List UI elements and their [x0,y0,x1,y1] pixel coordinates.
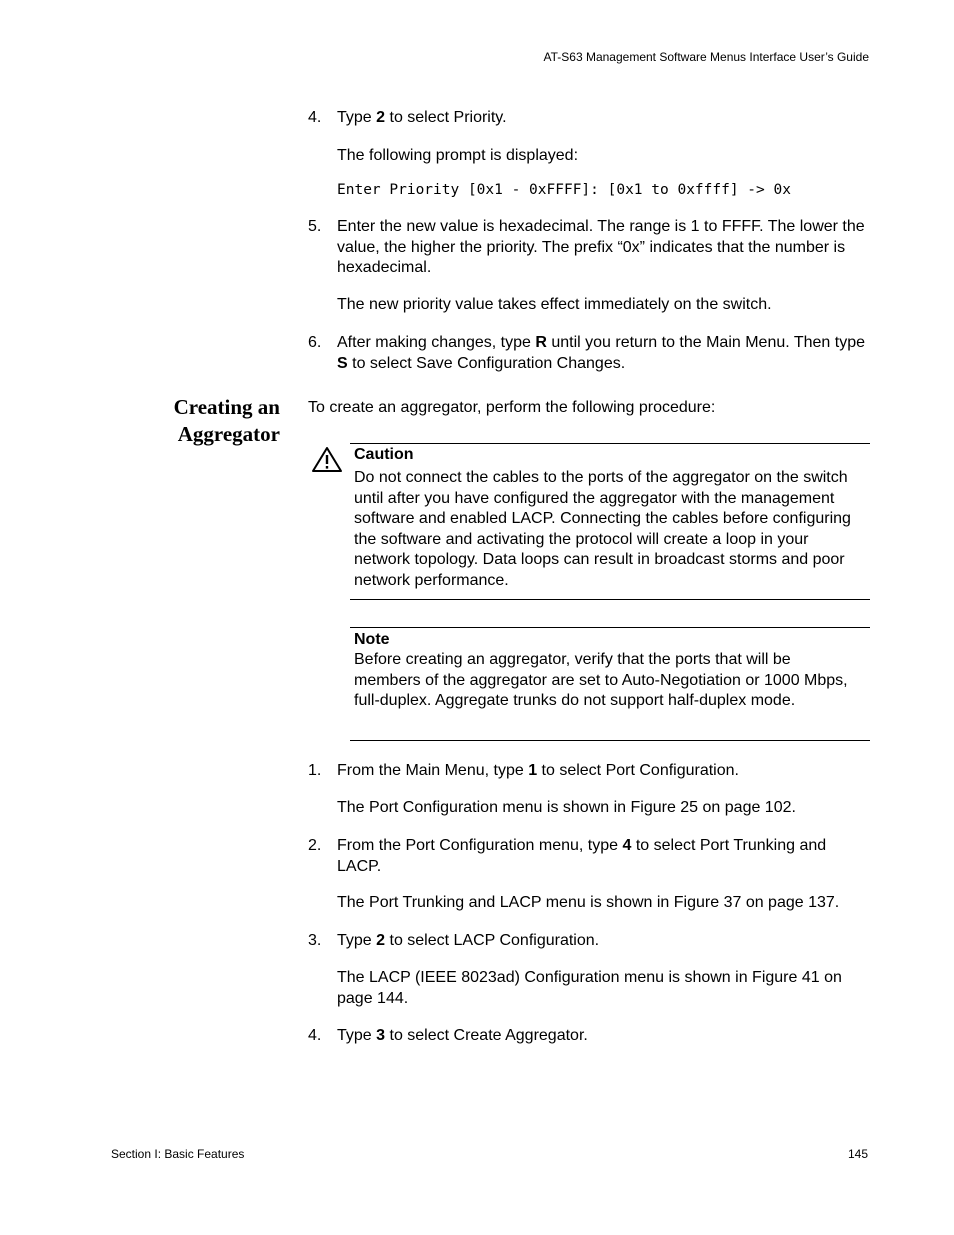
prompt-intro: The following prompt is displayed: [337,147,579,164]
note-text: Before creating an aggregator, verify that the ports that will be members of the aggregator are set to Auto-Negotiation or 1000 Mbps, full-duplex. Aggregate trunks do not support half-duplex mode. [354,651,848,709]
step-number: 2. [308,837,322,854]
step-number: 1. [308,762,322,779]
caution-title: Caution [354,446,414,463]
note-title: Note [354,631,390,648]
step-subtext: The Port Trunking and LACP menu is shown in Figure 37 on page 137. [337,894,840,911]
note-top-rule [350,627,870,628]
step-subtext: The Port Configuration menu is shown in Figure 25 on page 102. [337,799,796,816]
warning-icon [311,446,343,473]
note-bottom-rule [350,740,870,741]
step-number: 5. [308,218,322,235]
effect-text: The new priority value takes effect immediately on the switch. [337,296,772,313]
page-number: 145 [847,1147,868,1161]
step-text: Type 3 to select Create Aggregator. [337,1027,588,1044]
step-subtext: The LACP (IEEE 8023ad) Configuration menu is shown in Figure 41 on page 144. [337,969,842,1007]
step-text: From the Main Menu, type 1 to select Port Configuration. [337,762,739,779]
step-number: 4. [308,1027,322,1044]
step-text: Type 2 to select LACP Configuration. [337,932,600,949]
caution-bottom-rule [350,599,870,600]
step-text: Type 2 to select Priority. [337,109,507,126]
running-header: AT-S63 Management Software Menus Interface User’s Guide [543,50,869,64]
step-text: After making changes, type R until you return to the Main Menu. Then type S to select Save Configuration Changes. [337,334,865,372]
caution-text: Do not connect the cables to the ports of the aggregator on the switch until after you have configured the aggregator with the management software and enabled LACP. Connecting the cables before configuring the software and activating the protocol will create a loop in your network topology. Data loops can result in broadcast storms and poor network performance. [354,469,851,589]
section-heading: Creating an Aggregator [173,395,280,446]
step-text: Enter the new value is hexadecimal. The range is 1 to FFFF. The lower the value, the higher the priority. The prefix “0x” indicates that the number is hexadecimal. [337,218,865,276]
step-text: From the Port Configuration menu, type 4 to select Port Trunking and LACP. [337,837,827,875]
section-intro: To create an aggregator, perform the following procedure: [308,399,716,416]
caution-top-rule [350,443,870,444]
step-number: 6. [308,334,322,351]
step-number: 3. [308,932,322,949]
footer-section: Section I: Basic Features [111,1147,245,1161]
step-number: 4. [308,109,322,126]
prompt-code: Enter Priority [0x1 - 0xFFFF]: [0x1 to 0xffff] -> 0x [337,182,791,198]
